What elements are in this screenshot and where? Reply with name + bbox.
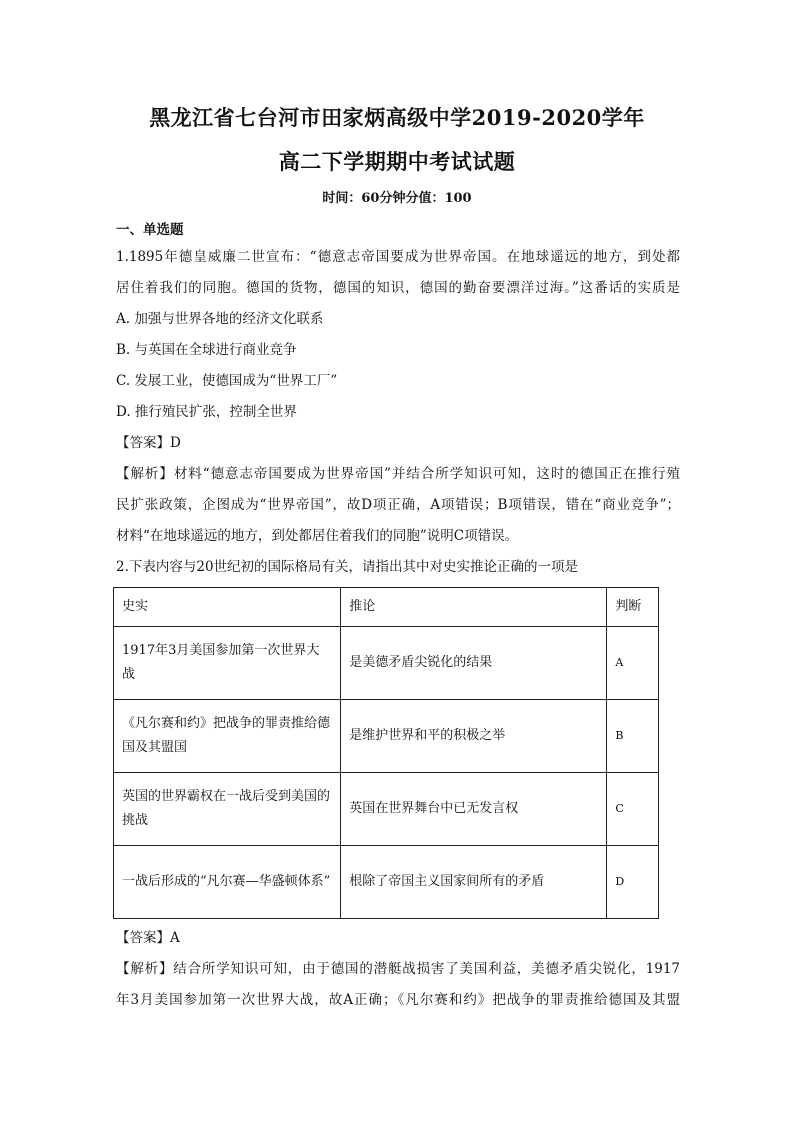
table-cell-fact: 1917年3月美国参加第一次世界大战	[114, 627, 341, 700]
table-cell-fact: 英国的世界霸权在一战后受到美国的挑战	[114, 773, 341, 846]
question-1-analysis-line: 材料“在地球遥远的地方，到处都居住着我们的同胞”说明C项错误。	[116, 528, 519, 544]
table-row	[114, 773, 659, 846]
table-cell-inference: 是美德矛盾尖锐化的结果	[341, 627, 607, 700]
question-1-analysis-line: 民扩张政策，企图成为“世界帝国”，故D项正确，A项错误；B项错误，错在“商业竞争”；	[116, 497, 680, 513]
question-1-option-b: B. 与英国在全球进行商业竞争	[116, 342, 297, 358]
question-2-answer: 【答案】A	[116, 930, 180, 946]
question-2-analysis-line: 年3月美国参加第一次世界大战，故A正确；《凡尔赛和约》把战争的罪责推给德国及其盟	[116, 992, 680, 1008]
table-cell-fact: 一战后形成的“凡尔赛—华盛顿体系”	[114, 846, 341, 919]
section-heading: 一、单选题	[116, 222, 184, 238]
question-2-solution	[116, 923, 680, 1016]
table-cell-inference: 根除了帝国主义国家间所有的矛盾	[341, 846, 607, 919]
table-row	[114, 627, 659, 700]
question-2-analysis-line: 【解析】结合所学知识可知，由于德国的潜艇战损害了美国利益，美德矛盾尖锐化，1917	[116, 961, 680, 977]
exam-time-score: 时间：60分钟分值：100	[322, 191, 472, 206]
table-cell-inference: 英国在世界舞台中已无发言权	[341, 773, 607, 846]
document-title-line1: 黑龙江省七台河市田家炳高级中学2019-2020学年	[149, 105, 645, 130]
question-1-stem-line: 居住着我们的同胞。德国的货物，德国的知识，德国的勤奋要漂洋过海。”这番话的实质是	[116, 280, 680, 296]
question-1	[116, 242, 680, 583]
table-header-row	[114, 588, 659, 627]
question-2-stem: 2.下表内容与20世纪初的国际格局有关，请指出其中对史实推论正确的一项是	[116, 559, 579, 575]
table-row	[114, 846, 659, 919]
question-1-option-d: D. 推行殖民扩张，控制全世界	[116, 404, 297, 420]
question-1-stem-line: 1.1895年德皇威廉二世宣布：“德意志帝国要成为世界帝国。在地球遥远的地方，到处都	[116, 249, 680, 265]
question-2-table	[113, 587, 659, 919]
question-1-option-c: C. 发展工业，使德国成为“世界工厂”	[116, 373, 338, 389]
table-cell-judge: C	[607, 773, 659, 846]
question-1-analysis-line: 【解析】材料“德意志帝国要成为世界帝国”并结合所学知识可知，这时的德国正在推行殖	[116, 466, 680, 482]
table-cell-judge: D	[607, 846, 659, 919]
table-cell-judge: B	[607, 700, 659, 773]
table-header-cell: 判断	[607, 588, 659, 627]
table-row	[114, 700, 659, 773]
table-header-cell: 史实	[114, 588, 341, 627]
table-header-cell: 推论	[341, 588, 607, 627]
table-cell-judge: A	[607, 627, 659, 700]
question-1-option-a: A. 加强与世界各地的经济文化联系	[116, 311, 324, 327]
table-cell-inference: 是维护世界和平的积极之举	[341, 700, 607, 773]
document-title-line2: 高二下学期期中考试试题	[278, 149, 516, 174]
table-cell-fact: 《凡尔赛和约》把战争的罪责推给德国及其盟国	[114, 700, 341, 773]
question-1-answer: 【答案】D	[116, 435, 181, 451]
